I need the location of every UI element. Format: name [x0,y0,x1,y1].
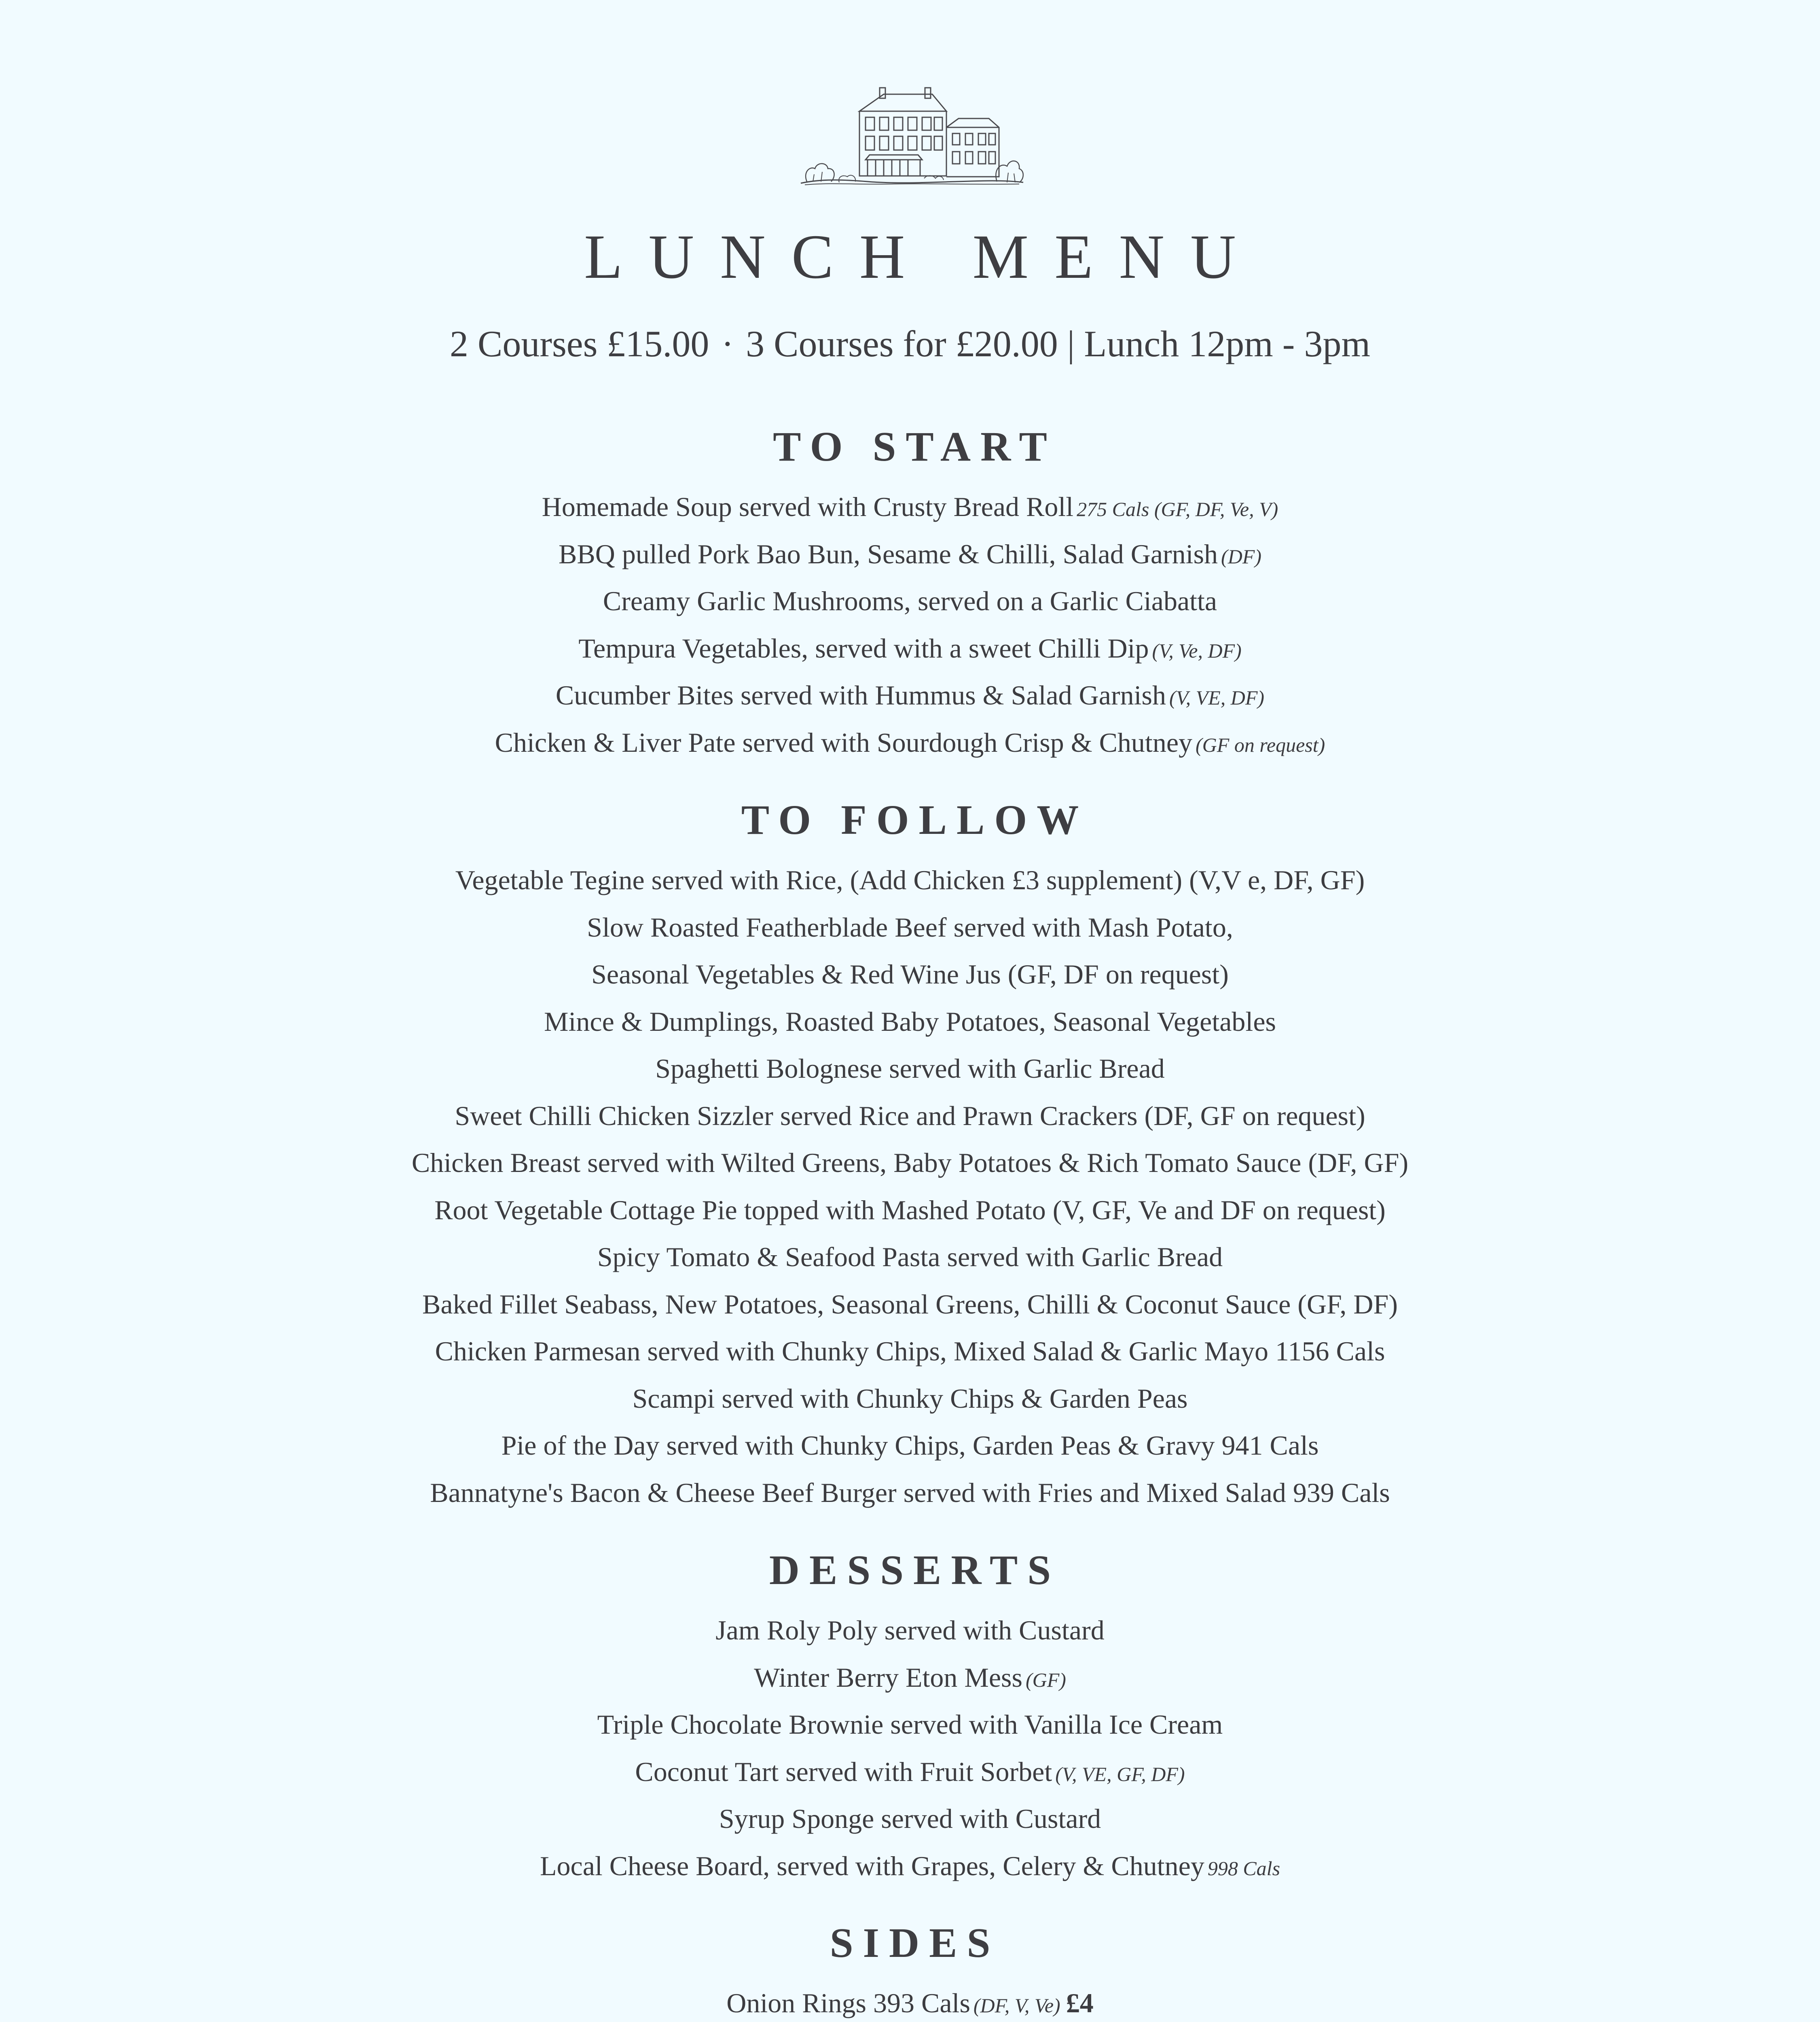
item-note: (V, VE, GF, DF) [1055,1762,1185,1785]
to-start-list [0,483,1820,766]
menu-item: Onion Rings 393 Cals (DF, V, Ve) £4 [726,1988,1094,2018]
menu-item: Mince & Dumplings, Roasted Baby Potatoes, Seasonal Vegetables [544,1006,1276,1037]
menu-item: Tempura Vegetables, served with a sweet Chilli Dip (V, Ve, DF) [578,632,1242,664]
menu-item: Creamy Garlic Mushrooms, served on a Garlic Ciabatta [603,586,1217,616]
menu-item: Spaghetti Bolognese served with Garlic Bread [655,1053,1165,1084]
menu-subtitle [0,321,1820,366]
menu-item: Homemade Soup served with Crusty Bread Roll 275 Cals (GF, DF, Ve, V) [542,491,1278,522]
to-follow-list [0,857,1820,1516]
two-course-price: 2 Courses £15.00 [449,323,709,364]
section-heading-sides: SIDES [830,1920,1000,1966]
menu-item: Scampi served with Chunky Chips & Garden Peas [632,1383,1188,1414]
menu-item: Bannatyne's Bacon & Cheese Beef Burger served with Fries and Mixed Salad 939 Cals [430,1477,1390,1508]
item-note: (GF on request) [1196,733,1325,756]
section-heading-to-start: TO START [773,423,1057,470]
section-heading-desserts: DESSERTS [769,1547,1061,1593]
menu-item: Vegetable Tegine served with Rice, (Add Chicken £3 supplement) (V,V e, DF, GF) [455,865,1365,895]
menu-item: Jam Roly Poly served with Custard [715,1615,1105,1646]
item-note: (GF) [1025,1668,1066,1691]
menu-item: Seasonal Vegetables & Red Wine Jus (GF, DF on request) [591,959,1229,990]
item-note: (V, Ve, DF) [1152,639,1242,662]
item-note: (DF, V, Ve) [973,1994,1060,2017]
menu-item: Chicken Breast served with Wilted Greens, Baby Potatoes & Rich Tomato Sauce (DF, GF) [411,1147,1409,1178]
item-note: 275 Cals (GF, DF, Ve, V) [1077,498,1278,520]
menu-item: Syrup Sponge served with Custard [719,1803,1101,1834]
menu-item: Triple Chocolate Brownie served with Vanilla Ice Cream [597,1709,1223,1740]
menu-item: Sweet Chilli Chicken Sizzler served Rice and Prawn Crackers (DF, GF on request) [455,1100,1365,1131]
menu-item: Slow Roasted Featherblade Beef served with Mash Potato, [587,912,1233,943]
menu-item: Chicken Parmesan served with Chunky Chips, Mixed Salad & Garlic Mayo 1156 Cals [435,1336,1385,1366]
menu-item: Baked Fillet Seabass, New Potatoes, Seasonal Greens, Chilli & Coconut Sauce (GF, DF) [422,1288,1398,1320]
item-price: £4 [1066,1988,1094,2018]
sides-list [0,1980,1820,2022]
three-course-and-hours: 3 Courses for £20.00 | Lunch 12pm - 3pm [746,323,1370,364]
menu-item: Root Vegetable Cottage Pie topped with Mashed Potato (V, GF, Ve and DF on request) [434,1194,1386,1225]
item-note: (DF) [1221,545,1261,568]
menu-item: Pie of the Day served with Chunky Chips, Garden Peas & Gravy 941 Cals [501,1430,1319,1461]
subtitle-separator: · [721,323,734,364]
menu-item: Local Cheese Board, served with Grapes, Celery & Chutney 998 Cals [540,1850,1280,1881]
menu-item: Spicy Tomato & Seafood Pasta served with Garlic Bread [597,1242,1223,1272]
menu-item: Chicken & Liver Pate served with Sourdough Crisp & Chutney (GF on request) [495,727,1325,758]
menu-item: Coconut Tart served with Fruit Sorbet (V, VE, GF, DF) [635,1756,1185,1787]
item-note: 998 Cals [1207,1857,1280,1880]
menu-title: LUNCH MENU [584,222,1262,292]
menu-item: Cucumber Bites served with Hummus & Salad Garnish (V, VE, DF) [555,680,1265,711]
hotel-building-logo [799,83,1025,188]
menu-item: BBQ pulled Pork Bao Bun, Sesame & Chilli, Salad Garnish (DF) [559,538,1261,569]
item-note: (V, VE, DF) [1169,686,1265,709]
menu-item: Winter Berry Eton Mess (GF) [754,1662,1066,1693]
section-heading-to-follow: TO FOLLOW [741,797,1089,843]
desserts-list [0,1607,1820,1889]
